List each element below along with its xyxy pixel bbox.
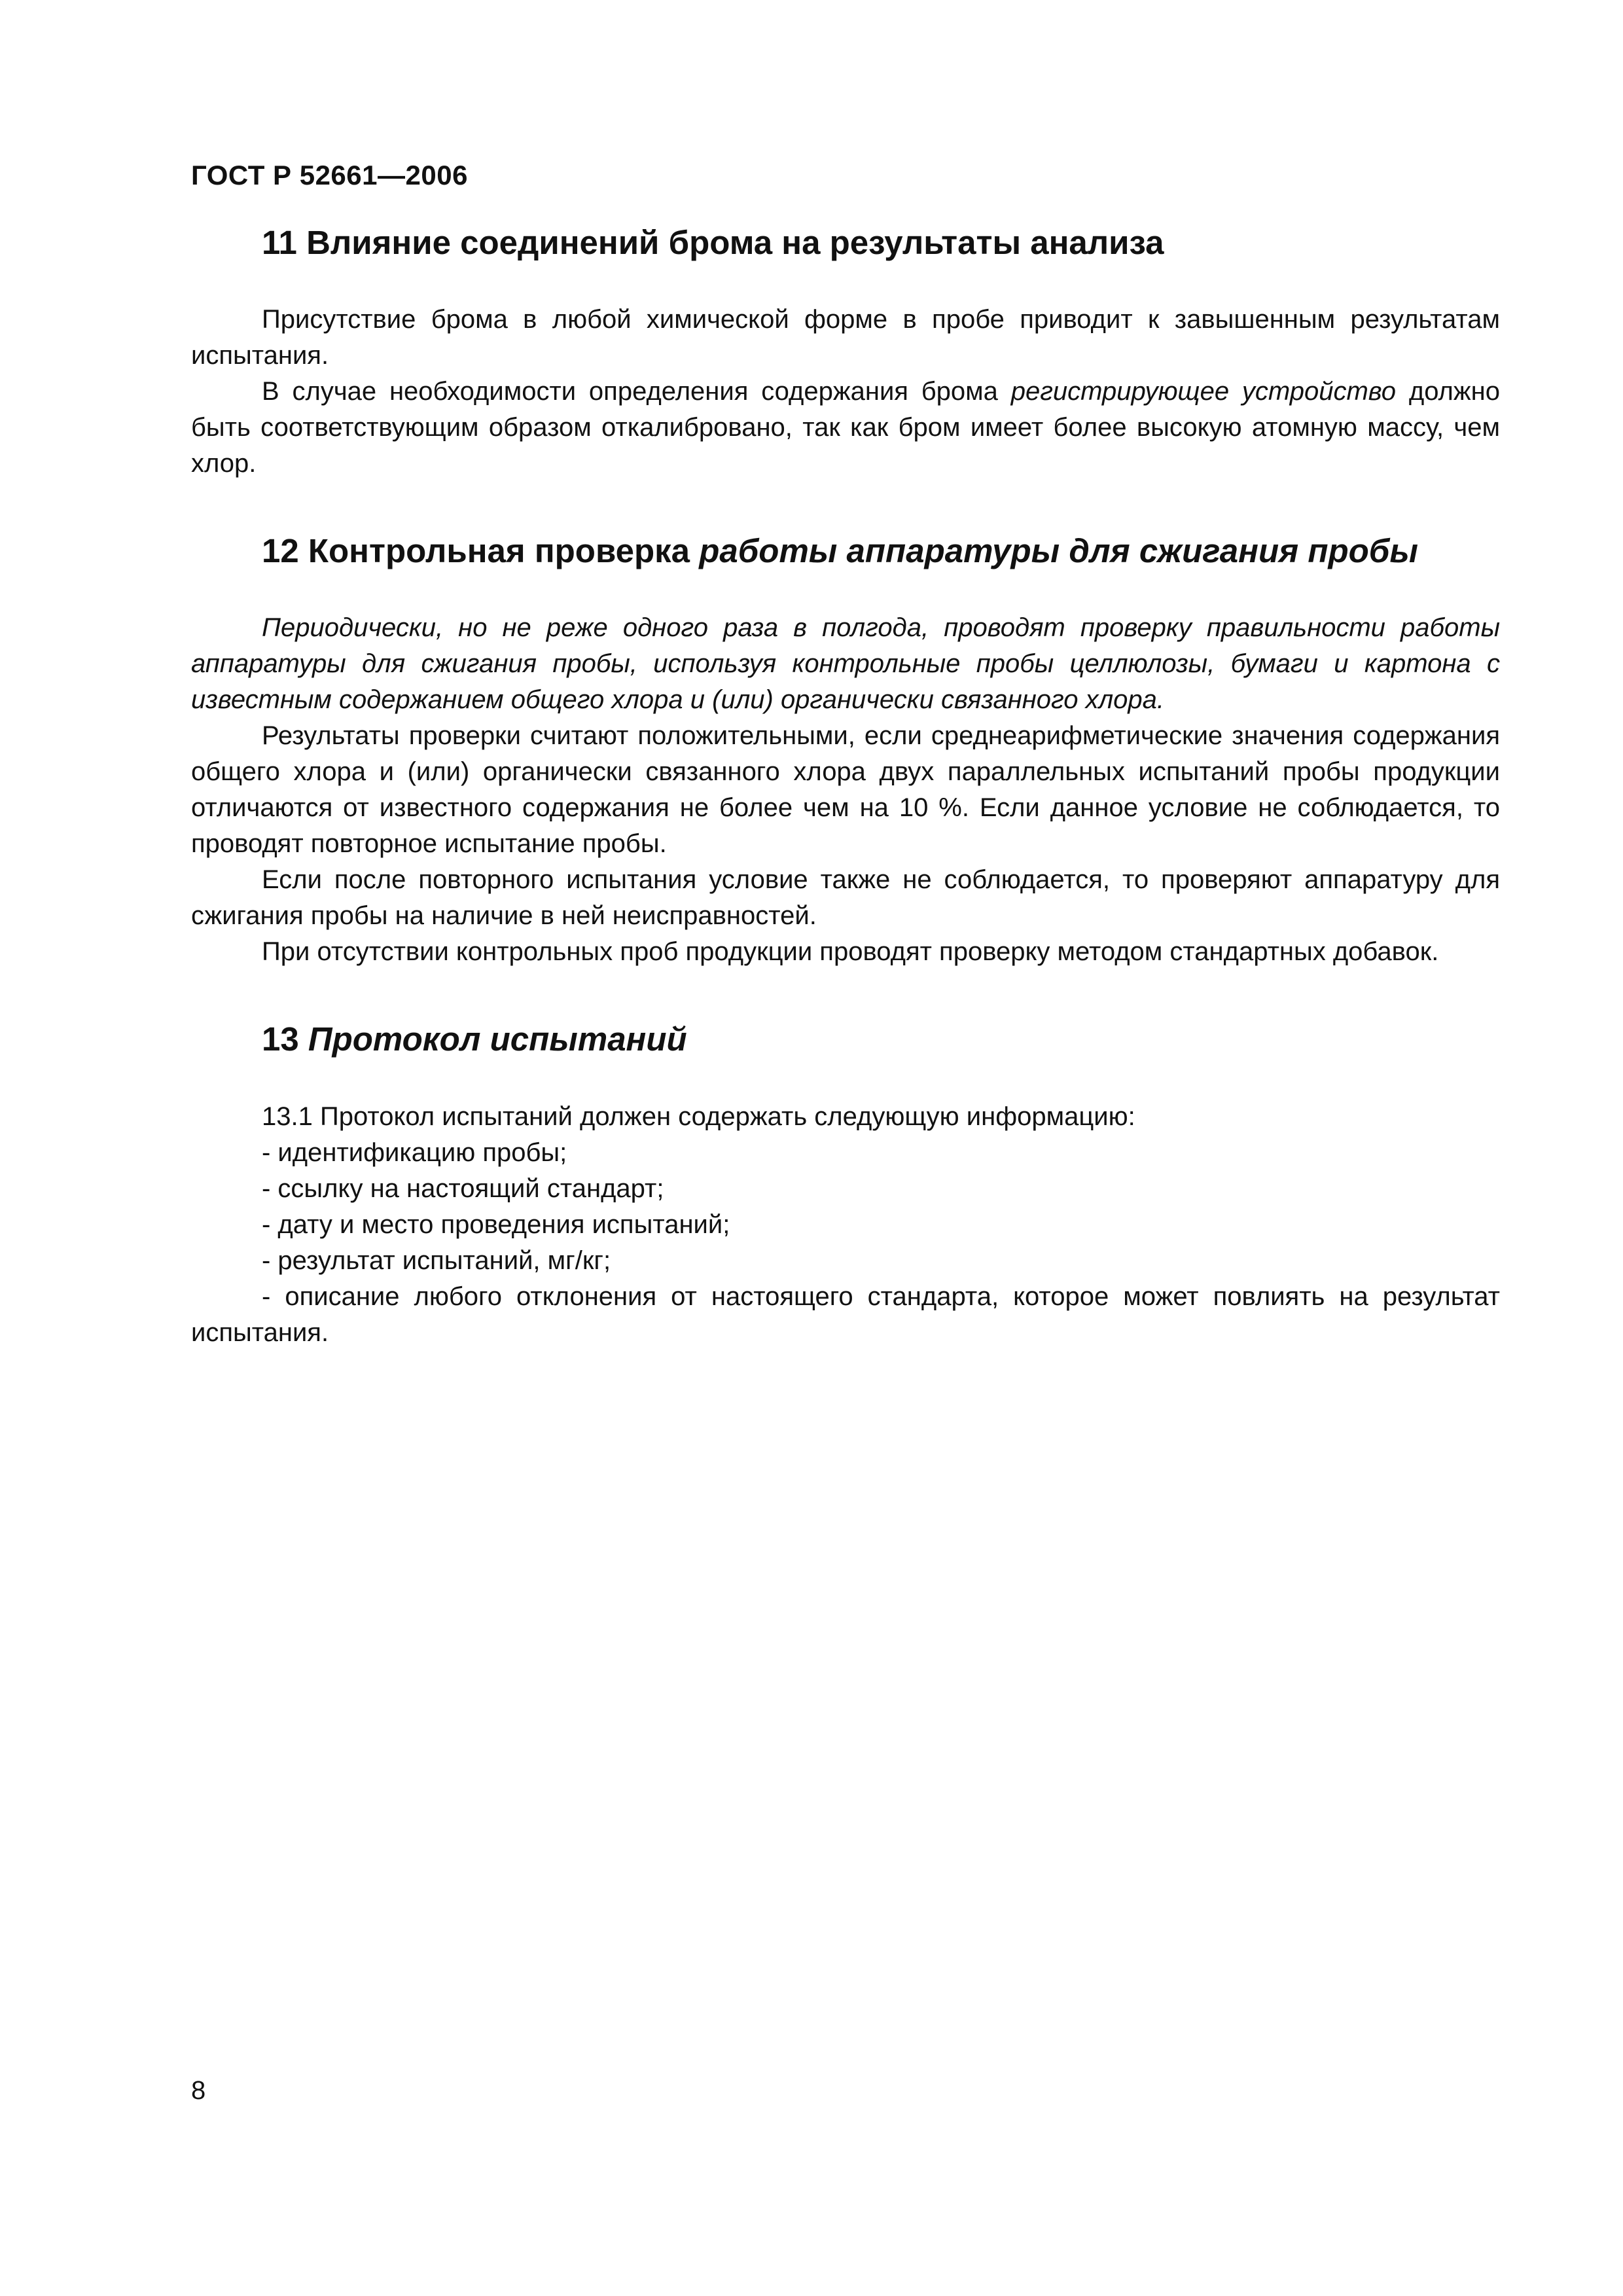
section-13-title-plain: 13	[262, 1020, 308, 1058]
list-item: - дату и место проведения испытаний;	[262, 1210, 730, 1239]
section-11	[191, 223, 1500, 482]
section-12-paragraph-3: Если после повторного испытания условие также не соблюдается, то проверяют аппаратуру для сжигания пробы на наличие в ней неисправностей.	[191, 865, 1500, 931]
section-12-paragraph-4: При отсутствии контрольных проб продукции проводят проверку методом стандартных добавок.	[262, 937, 1439, 967]
section-13	[191, 1019, 1500, 1350]
section-12-title	[191, 531, 1500, 571]
section-11-term: регистрирующее устройство	[1010, 377, 1397, 406]
section-13-intro: 13.1 Протокол испытаний должен содержать следующую информацию:	[262, 1102, 1135, 1131]
list-item: - описание любого отклонения от настоящего стандарта, которое может повлиять на результат испытания.	[191, 1282, 1500, 1347]
list-item: - ссылку на настоящий стандарт;	[262, 1174, 664, 1203]
list-item: - результат испытаний, мг/кг;	[262, 1246, 611, 1275]
section-12-paragraph-1: Периодически, но не реже одного раза в полгода, проводят проверку правильности работы аппаратуры для сжигания пробы, используя контрольные пробы целлюлозы, бумаги и картона с известным содержанием общего хлора и (или) органически связанного хлора.	[191, 613, 1500, 715]
section-11-paragraph-1: Присутствие брома в любой химической форме в пробе приводит к завышенным результатам испытания.	[191, 305, 1500, 370]
section-12-paragraph-2: Результаты проверки считают положительными, если среднеарифметические значения содержания общего хлора и (или) органически связанного хлора двух параллельных испытаний пробы продукции отличаются от известного содержания не более чем на 10 %. Если данное условие не соблюдается, то проводят повторное испытание пробы.	[191, 721, 1500, 859]
list-item: - идентификацию пробы;	[262, 1138, 567, 1167]
protocol-contents-list	[191, 1135, 1500, 1351]
section-13-title-italic: Протокол испытаний	[308, 1020, 687, 1058]
section-12-title-italic: работы аппаратуры для сжигания пробы	[699, 532, 1418, 570]
document-code: ГОСТ Р 52661—2006	[191, 160, 468, 190]
document-body	[191, 223, 1500, 1400]
section-12-title-plain: 12 Контрольная проверка	[262, 532, 700, 570]
section-13-title	[191, 1019, 1500, 1059]
section-11-paragraph-2-start: В случае необходимости определения содержания брома	[262, 377, 1011, 406]
section-11-title: 11 Влияние соединений брома на результаты анализа	[262, 224, 1164, 261]
section-12	[191, 531, 1500, 970]
section-11-paragraph-2-end: должно быть соответствующим образом откалибровано, так как бром имеет более высокую атомную массу, чем хлор.	[191, 377, 1500, 478]
page-number: 8	[191, 2076, 206, 2105]
section-11-paragraph-2	[191, 374, 1500, 482]
